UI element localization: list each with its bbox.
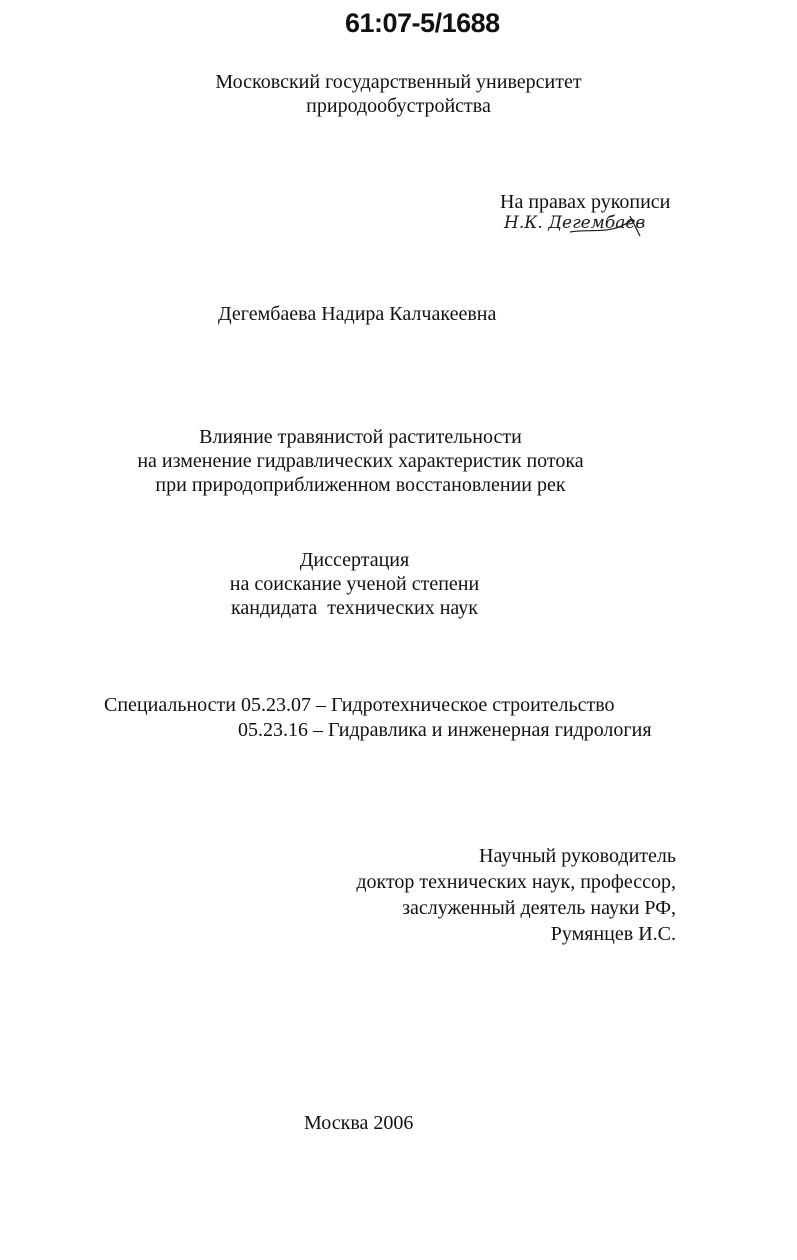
handwritten-signature <box>500 206 650 240</box>
title-line: на изменение гидравлических характеристик потока <box>137 450 584 472</box>
dissertation-title <box>0 425 759 497</box>
dissertation-line: на соискание ученой степени <box>229 573 480 595</box>
city-year: Москва 2006 <box>304 1112 414 1134</box>
supervisor-line: Румянцев И.С. <box>550 923 676 945</box>
rights-note: На правах рукописи <box>500 191 671 213</box>
university-name <box>0 70 797 118</box>
title-line: Влияние травянистой растительности <box>199 426 522 448</box>
university-line: природообустройства <box>306 95 491 117</box>
specialty-line-2: 05.23.16 – Гидравлика и инженерная гидрология <box>238 719 652 741</box>
specialty-line-1: Специальности 05.23.07 – Гидротехническое строительство <box>104 694 615 716</box>
supervisor-block <box>356 843 676 947</box>
dissertation-type <box>0 548 753 620</box>
supervisor-line: доктор технических наук, профессор, <box>356 871 676 893</box>
author-name: Дегембаева Надира Калчакеевна <box>218 303 497 325</box>
svg-text:Н.К. Дегембаев: Н.К. Дегембаев <box>504 213 646 233</box>
dissertation-line: кандидата технических наук <box>230 597 479 619</box>
supervisor-line: заслуженный деятель науки РФ, <box>402 897 676 919</box>
university-line: Московский государственный университет <box>215 71 582 93</box>
title-line: при природоприближенном восстановлении рек <box>155 474 566 496</box>
archive-stamp: 61:07-5/1688 <box>345 8 500 38</box>
dissertation-line: Диссертация <box>299 549 410 571</box>
supervisor-line: Научный руководитель <box>479 845 676 867</box>
